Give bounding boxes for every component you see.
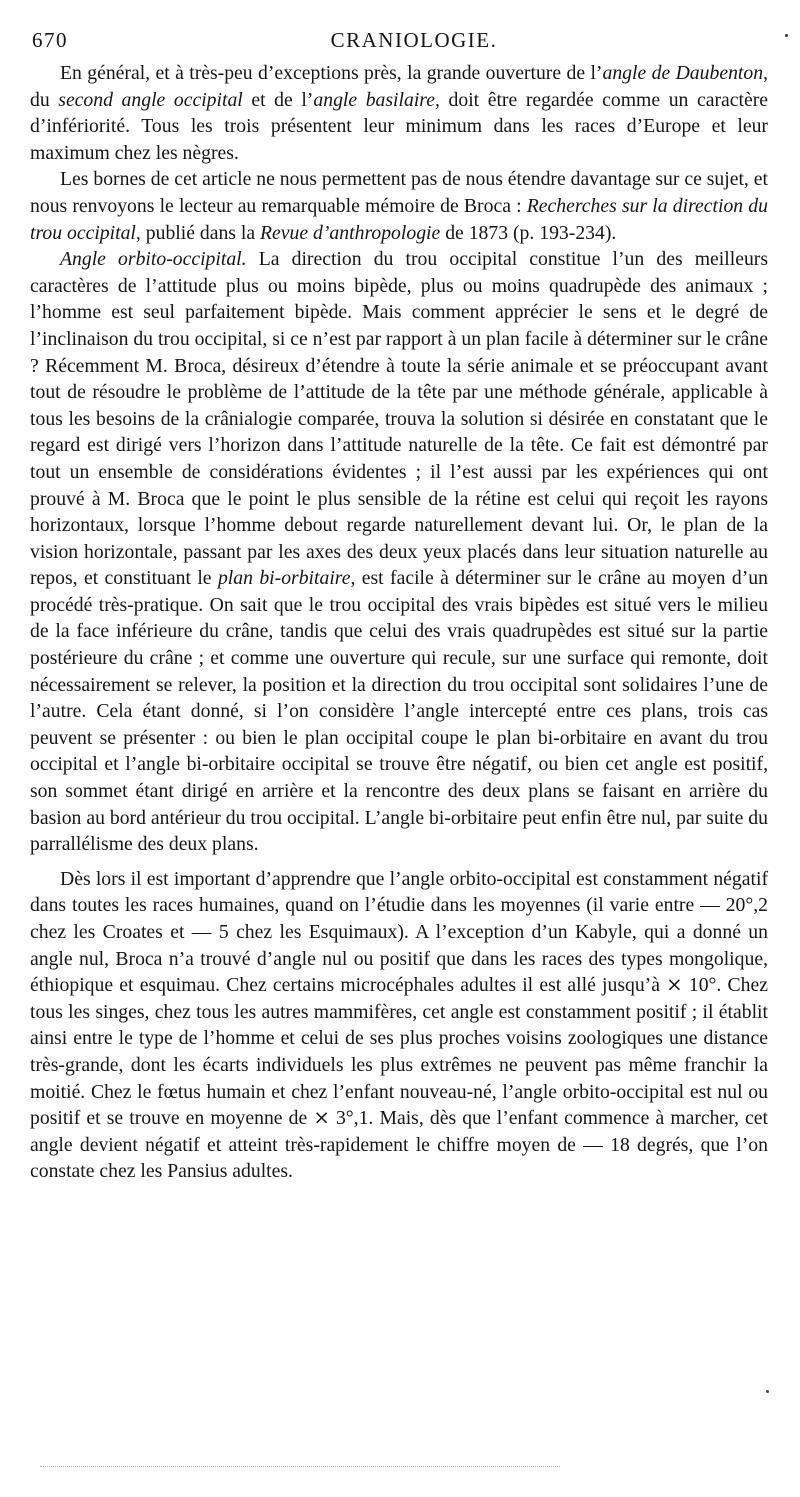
italic-text-run: angle basilaire	[313, 88, 435, 111]
body-text	[30, 60, 768, 1185]
corner-speck-mark	[785, 34, 788, 37]
paragraph	[30, 246, 768, 858]
text-run: , du	[30, 62, 768, 111]
italic-text-run: Angle orbito-occipital.	[60, 248, 247, 271]
text-run: et de l’	[242, 88, 314, 111]
paragraph	[30, 60, 768, 166]
italic-text-run: Recherches sur la direction du trou occipital	[30, 194, 768, 244]
running-head	[30, 28, 768, 60]
bottom-speck-mark	[766, 1390, 769, 1393]
faint-bottom-rule	[40, 1466, 560, 1467]
page-number: 670	[32, 28, 68, 52]
italic-text-run: angle de Daubenton	[602, 62, 764, 84]
italic-text-run: plan bi-orbitaire	[217, 567, 351, 590]
text-run: , publié dans la	[135, 221, 261, 244]
text-run: de 1873 (p. 193-234).	[440, 221, 617, 244]
paragraph	[30, 166, 768, 246]
text-run: Dès lors il est important d’apprendre que l’angle orbito-occipital est constamment négatif dans toutes les races humaines, quand on l’étudie dans les moyennes (il varie entre — 20°,2 chez les Croates et — 5 chez les Esquimaux). A l’exception d’un Kabyle, qui a donné un angle nul, Broca n’a trouvé d’angle nul ou positif que dans les races des types mongolique, éthiopique et esquimau. Chez certains microcéphales adultes il est allé jusqu’à ⨯ 10°. Chez tous les singes, chez tous les autres mammifères, cet angle est constamment positif ; il établit ainsi entre le type de l’homme et celui de ses plus proches voisins zoologiques une distance très-grande, dont les écarts individuels les plus extrêmes ne peuvent pas même franchir la moitié. Chez le fœtus humain et chez l’enfant nouveau-né, l’angle orbito-occipital est nul ou positif et se trouve en moyenne de ⨯ 3°,1. Mais, dès que l’enfant commence à marcher, cet angle devient négatif et atteint très-rapidement le chiffre moyen de — 18 degrés, que l’on constate chez les Pansius adultes.	[30, 867, 768, 1183]
running-title: CRANIOLOGIE.	[330, 28, 498, 52]
paragraph	[30, 866, 768, 1185]
text-run: , doit être regardée comme un caractère d’infériorité. Tous les trois présentent leur minimum dans les races d’Europe et leur maximum chez les nègres.	[30, 88, 768, 164]
italic-text-run: Revue d’anthropologie	[260, 221, 441, 244]
text-run: , est facile à déterminer sur le crâne au moyen d’un procédé très-pratique. On sait que le trou occipital des vrais bipèdes est situé vers le milieu de la face inférieure du crâne, tandis que celui des vrais quadrupèdes est situé sur la partie postérieure du crâne ; et comme une ouverture qui recule, sur une surface qui remonte, doit nécessairement se relever, la position et la direction du trou occipital sont solidaires l’une de l’autre. Cela étant donné, si l’on considère l’angle intercepté entre ces plans, trois cas peuvent se présenter : ou bien le plan occipital coupe le plan bi-orbitaire en avant du trou occipital et l’angle bi-orbitaire occipital se trouve être négatif, ou bien cet angle est positif, son sommet étant dirigé en arrière et la rencontre des deux plans se faisant en arrière du basion au bord antérieur du trou occipital. L’angle bi-orbitaire peut enfin être nul, par suite du parrallélisme des deux plans.	[30, 567, 768, 856]
text-run: Les bornes de cet article ne nous permettent pas de nous étendre davantage sur ce sujet, et nous renvoyons le lecteur au remarquable mémoire de Broca :	[30, 168, 768, 217]
book-page	[30, 28, 768, 1185]
italic-text-run: second angle occipital	[58, 88, 243, 111]
text-run: En général, et à très-peu d’exceptions près, la grande ouverture de l’	[60, 62, 603, 84]
text-run: La direction du trou occipital constitue l’un des meilleurs caractères de l’attitude plus ou moins bipède, plus ou moins quadrupède des animaux ; l’homme est seul parfaitement bipède. Mais comment apprécier le sens et le degré de l’inclinaison du trou occipital, si ce n’est par rapport à un plan facile à déterminer sur le crâne ? Récemment M. Broca, désireux d’étendre à toute la série animale et se préoccupant avant tout de résoudre le problème de l’attitude de la tête par une méthode générale, applicable à tous les besoins de la crânialogie comparée, trouva la solution si désirée en constatant que le regard est dirigé vers l’horizon dans l’attitude naturelle de la tête. Ce fait est démontré par tout un ensemble de considérations évidentes ; il l’est aussi par les expériences qui ont prouvé à M. Broca que le point le plus sensible de la rétine est celui qui reçoit les rayons horizontaux, lorsque l’homme debout regarde naturellement devant lui. Or, le plan de la vision horizontale, passant par les axes des deux yeux placés dans leur situation naturelle au repos, et constituant le	[30, 248, 769, 590]
